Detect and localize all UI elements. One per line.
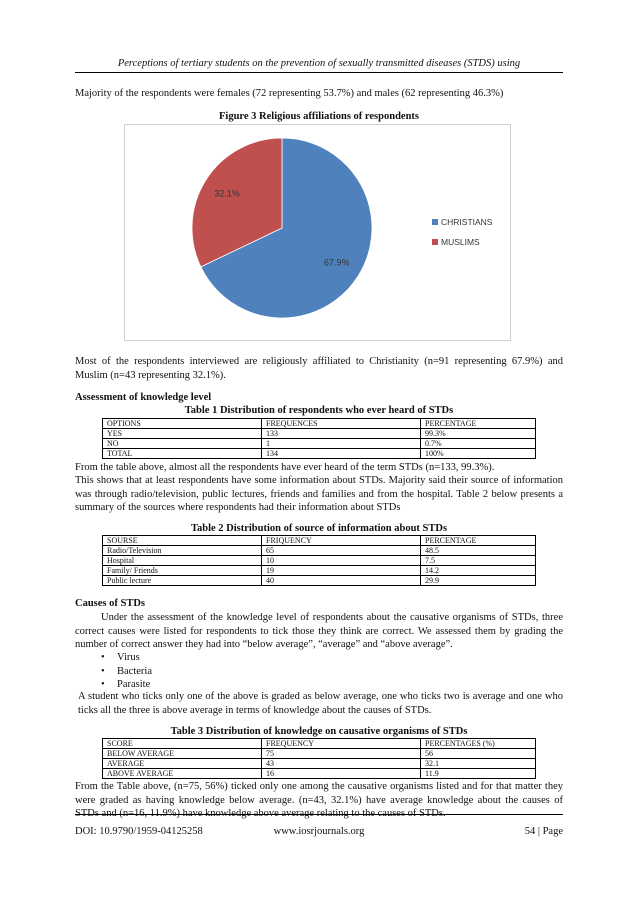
legend-swatch (432, 219, 438, 225)
footer-site: www.iosrjournals.org (273, 826, 365, 837)
table3-caption: Table 3 Distribution of knowledge on causative organisms of STDs (170, 726, 468, 737)
table-row (103, 566, 536, 576)
table2-caption: Table 2 Distribution of source of information about STDs (190, 523, 448, 534)
table-header-cell: FRIQUENCY (262, 536, 421, 546)
table-row (103, 769, 536, 779)
legend-label: MUSLIMS (441, 237, 480, 247)
bullet-icon: • (101, 679, 105, 690)
table-cell: 134 (262, 449, 421, 459)
table-cell: Radio/Television (103, 546, 262, 556)
table-cell: 43 (262, 759, 421, 769)
table-cell: 99.3% (421, 429, 536, 439)
pie-chart (125, 125, 510, 340)
causes-list (75, 651, 563, 692)
list-item: • Virus (101, 652, 140, 663)
table1 (102, 418, 536, 459)
paragraph-table3-summary: From the Table above, (n=75, 56%) ticked only one among the causative organisms listed and for that matter they were graded as having knowledge below average. (n=43, 32.1%) have average knowledge about the causes of STDs and (n=16, 11.9%) have knowledge above average relating to the causes of STDs. (75, 781, 563, 819)
footer-page-number: 54 | Page (524, 826, 563, 837)
table1-caption: Table 1 Distribution of respondents who ever heard of STDs (184, 405, 454, 416)
table-row (103, 546, 536, 556)
table-row (103, 449, 536, 459)
table-row (103, 576, 536, 586)
table-header-row (103, 739, 536, 749)
pie-data-label: 32.1% (214, 188, 240, 199)
table-header-cell: SOURSE (103, 536, 262, 546)
table-cell: 0.7% (421, 439, 536, 449)
table-cell: 75 (262, 749, 421, 759)
bullet-icon: • (101, 665, 105, 677)
list-item: • Bacteria (101, 665, 152, 677)
paragraph-table1-summary: From the table above, almost all the respondents have ever heard of the term STDs (n=133, 99.3%). (75, 462, 495, 473)
figure-caption: Figure 3 Religious affiliations of respondents (219, 111, 419, 122)
table-row (103, 556, 536, 566)
table-row (103, 429, 536, 439)
table-cell: 10 (262, 556, 421, 566)
table-cell: 65 (262, 546, 421, 556)
running-header: Perceptions of tertiary students on the prevention of sexually transmitted diseases (STDS) using (75, 58, 563, 73)
section-heading-causes: Causes of STDs (75, 598, 146, 609)
table-header-row (103, 536, 536, 546)
table-header-cell: SCORE (103, 739, 262, 749)
paragraph-sources: This shows that at least respondents have some information about STDs. Majority said their source of information was through radio/television, public lectures, friends and families and from the hospital. Table 2 below presents a summary of the sources where respondents had their information about STDs (75, 475, 563, 513)
table-cell: 29.9 (421, 576, 536, 586)
table-cell: YES (103, 429, 262, 439)
table-cell: 32.1 (421, 759, 536, 769)
bullet-icon: • (101, 652, 105, 663)
table-cell: Public lecture (103, 576, 262, 586)
table-cell: ABOVE AVERAGE (103, 769, 262, 779)
pie-chart-frame (124, 124, 511, 341)
table-cell: 1 (262, 439, 421, 449)
paragraph-gender: Majority of the respondents were females (72 representing 53.7%) and males (62 representing 46.3%) (75, 88, 504, 99)
table-cell: Hospital (103, 556, 262, 566)
table-cell: AVERAGE (103, 759, 262, 769)
table-cell: 7.5 (421, 556, 536, 566)
table2 (102, 535, 536, 586)
table-cell: 100% (421, 449, 536, 459)
footer-doi: DOI: 10.9790/1959-04125258 (75, 826, 203, 837)
table-row (103, 749, 536, 759)
table-cell: 133 (262, 429, 421, 439)
table-header-cell: FREQUENCY (262, 739, 421, 749)
legend-label: CHRISTIANS (441, 217, 493, 227)
table-cell: 48.5 (421, 546, 536, 556)
table-cell: Family/ Friends (103, 566, 262, 576)
paragraph-causes: Under the assessment of the knowledge level of respondents about the causative organisms of STDs, three correct causes were listed for respondents to tick those they think are correct. We assessed them by grading the number of correct answer they had into “below average”, “average” and “above average”. (75, 612, 563, 650)
table-cell: BELOW AVERAGE (103, 749, 262, 759)
table-cell: NO (103, 439, 262, 449)
table-cell: 16 (262, 769, 421, 779)
paragraph-grading: A student who ticks only one of the above is graded as below average, one who ticks two is average and one who ticks all the three is above average in terms of knowledge about the causes of STDs. (78, 691, 563, 716)
table-cell: 56 (421, 749, 536, 759)
list-item: • Parasite (101, 679, 151, 690)
table-cell: 14.2 (421, 566, 536, 576)
table-cell: 11.9 (421, 769, 536, 779)
pie-data-label: 67.9% (324, 257, 350, 268)
table-row (103, 439, 536, 449)
table-cell: 19 (262, 566, 421, 576)
table3 (102, 738, 536, 779)
table-row (103, 759, 536, 769)
table-cell: TOTAL (103, 449, 262, 459)
table-header-cell: PERCENTAGES (%) (421, 739, 536, 749)
table-cell: 40 (262, 576, 421, 586)
table-header-cell: PERCENTAGE (421, 419, 536, 429)
table-header-cell: OPTIONS (103, 419, 262, 429)
table-header-cell: PERCENTAGE (421, 536, 536, 546)
section-heading-knowledge: Assessment of knowledge level (75, 392, 212, 403)
legend-swatch (432, 239, 438, 245)
page-footer (75, 814, 563, 837)
table-header-row (103, 419, 536, 429)
paragraph-religion: Most of the respondents interviewed are religiously affiliated to Christianity (n=91 representing 67.9%) and Muslim (n=43 representing 32.1%). (75, 356, 563, 381)
table-header-cell: FREQUENCES (262, 419, 421, 429)
